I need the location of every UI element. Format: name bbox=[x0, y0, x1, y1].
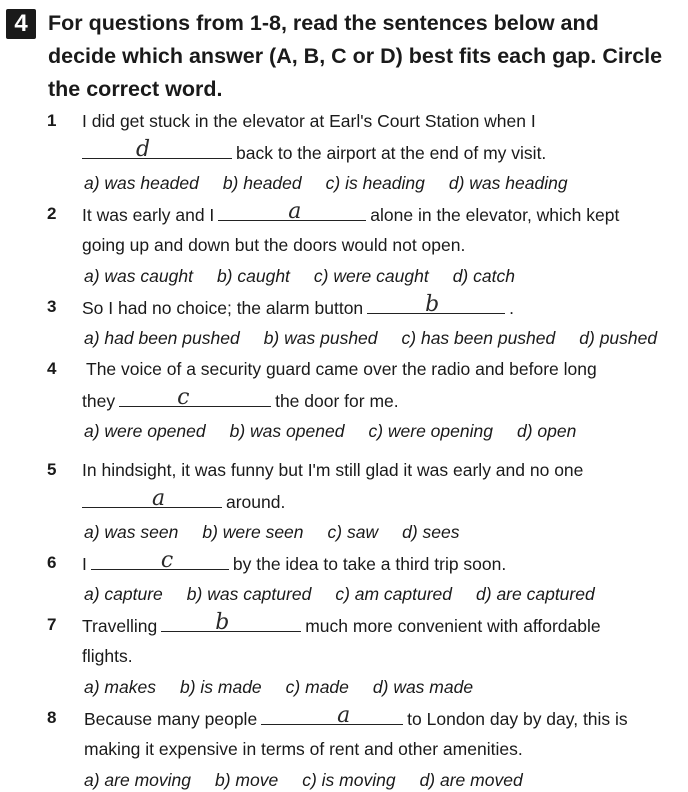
option-c[interactable]: c) am captured bbox=[335, 584, 453, 604]
handwritten-answer: a bbox=[337, 703, 351, 728]
option-d[interactable]: d) sees bbox=[402, 522, 460, 542]
option-d[interactable]: d) are captured bbox=[476, 584, 595, 604]
option-b[interactable]: b) was pushed bbox=[263, 328, 378, 348]
option-c[interactable]: c) made bbox=[285, 677, 349, 697]
instructions bbox=[48, 7, 682, 106]
text-after-gap: the door for me. bbox=[275, 391, 399, 411]
question-text bbox=[82, 199, 620, 225]
question-number: 7 bbox=[47, 615, 57, 634]
option-b[interactable]: b) was opened bbox=[229, 421, 345, 441]
question-text: flights. bbox=[82, 646, 133, 666]
option-c[interactable]: c) is heading bbox=[325, 173, 425, 193]
option-a[interactable]: a) had been pushed bbox=[84, 328, 240, 348]
option-b[interactable]: b) caught bbox=[216, 266, 290, 286]
option-d[interactable]: d) are moved bbox=[419, 770, 523, 790]
text-after-gap: to London day by day, this is bbox=[407, 709, 628, 729]
handwritten-answer: b bbox=[425, 292, 440, 317]
handwritten-answer: d bbox=[136, 137, 151, 162]
question-text: going up and down but the doors would not open. bbox=[82, 235, 466, 255]
text-before-gap: Travelling bbox=[82, 616, 158, 636]
answer-gap bbox=[218, 199, 366, 224]
option-a[interactable]: a) was headed bbox=[84, 173, 199, 193]
answer-gap bbox=[261, 703, 403, 728]
question-text: In hindsight, it was funny but I'm still glad it was early and no one bbox=[82, 460, 584, 480]
answer-options bbox=[84, 584, 595, 604]
text-after-gap: alone in the elevator, which kept bbox=[370, 205, 620, 225]
text-after-gap: back to the airport at the end of my visit. bbox=[236, 143, 547, 163]
answer-gap bbox=[82, 137, 232, 162]
answer-options bbox=[84, 328, 657, 348]
question-text: making it expensive in terms of rent and other amenities. bbox=[84, 739, 523, 759]
text-before-gap: So I had no choice; the alarm button bbox=[82, 298, 364, 318]
question-number: 6 bbox=[47, 553, 57, 572]
answer-options bbox=[84, 677, 473, 697]
option-d[interactable]: d) was made bbox=[372, 677, 474, 697]
question-number: 1 bbox=[47, 111, 57, 130]
option-b[interactable]: b) was captured bbox=[186, 584, 312, 604]
instructions-line: the correct word. bbox=[48, 77, 223, 101]
question-number: 2 bbox=[47, 204, 57, 223]
answer-gap bbox=[161, 610, 301, 635]
question-text bbox=[82, 548, 507, 574]
handwritten-answer: c bbox=[160, 548, 174, 573]
option-a[interactable]: a) capture bbox=[84, 584, 163, 604]
question-text bbox=[82, 292, 515, 318]
text-after-gap: by the idea to take a third trip soon. bbox=[232, 554, 507, 574]
question-text bbox=[82, 610, 601, 636]
question-text bbox=[84, 703, 628, 729]
option-a[interactable]: a) are moving bbox=[84, 770, 191, 790]
option-c[interactable]: c) saw bbox=[327, 522, 379, 542]
answer-gap bbox=[91, 548, 229, 573]
exercise-number-badge: 4 bbox=[6, 9, 36, 39]
answer-gap bbox=[367, 292, 505, 317]
question-number: 8 bbox=[47, 708, 57, 727]
question-number: 4 bbox=[47, 359, 57, 378]
option-d[interactable]: d) catch bbox=[452, 266, 515, 286]
instructions-line: decide which answer (A, B, C or D) best fits each gap. Circle bbox=[48, 44, 663, 68]
option-d[interactable]: d) was heading bbox=[448, 173, 568, 193]
option-a[interactable]: a) was caught bbox=[84, 266, 193, 286]
handwritten-answer: a bbox=[152, 486, 166, 511]
question-text bbox=[82, 385, 399, 411]
question-number: 3 bbox=[47, 297, 57, 316]
handwritten-answer: b bbox=[215, 610, 230, 635]
option-d[interactable]: d) open bbox=[516, 421, 577, 441]
question-text bbox=[82, 137, 547, 163]
answer-options bbox=[84, 173, 568, 193]
handwritten-answer: a bbox=[288, 199, 302, 224]
text-after-gap: much more convenient with affordable bbox=[305, 616, 601, 636]
option-d[interactable]: d) pushed bbox=[579, 328, 658, 348]
option-c[interactable]: c) were caught bbox=[313, 266, 429, 286]
option-c[interactable]: c) has been pushed bbox=[401, 328, 556, 348]
answer-options bbox=[84, 421, 576, 441]
text-after-gap: around. bbox=[226, 492, 286, 512]
answer-options bbox=[84, 266, 515, 286]
text-before-gap: they bbox=[82, 391, 116, 411]
question-text: I did get stuck in the elevator at Earl's Court Station when I bbox=[82, 111, 536, 131]
answer-gap bbox=[119, 385, 271, 410]
text-before-gap: Because many people bbox=[84, 709, 258, 729]
instructions-line: For questions from 1-8, read the sentences below and bbox=[48, 11, 599, 35]
handwritten-answer: c bbox=[177, 385, 190, 410]
option-b[interactable]: b) move bbox=[215, 770, 279, 790]
option-b[interactable]: b) headed bbox=[222, 173, 302, 193]
text-after-gap: . bbox=[509, 298, 515, 318]
text-before-gap: I bbox=[82, 554, 87, 574]
question-text bbox=[82, 486, 286, 512]
question-number: 5 bbox=[47, 460, 57, 479]
option-a[interactable]: a) makes bbox=[84, 677, 156, 697]
option-b[interactable]: b) is made bbox=[179, 677, 262, 697]
option-a[interactable]: a) was seen bbox=[84, 522, 179, 542]
text-before-gap: It was early and I bbox=[82, 205, 215, 225]
option-b[interactable]: b) were seen bbox=[202, 522, 304, 542]
answer-options bbox=[84, 770, 523, 790]
option-a[interactable]: a) were opened bbox=[84, 421, 206, 441]
question-text: The voice of a security guard came over the radio and before long bbox=[86, 359, 597, 379]
option-c[interactable]: c) were opening bbox=[368, 421, 493, 441]
option-c[interactable]: c) is moving bbox=[302, 770, 396, 790]
answer-gap bbox=[82, 486, 222, 511]
answer-options bbox=[84, 522, 459, 542]
